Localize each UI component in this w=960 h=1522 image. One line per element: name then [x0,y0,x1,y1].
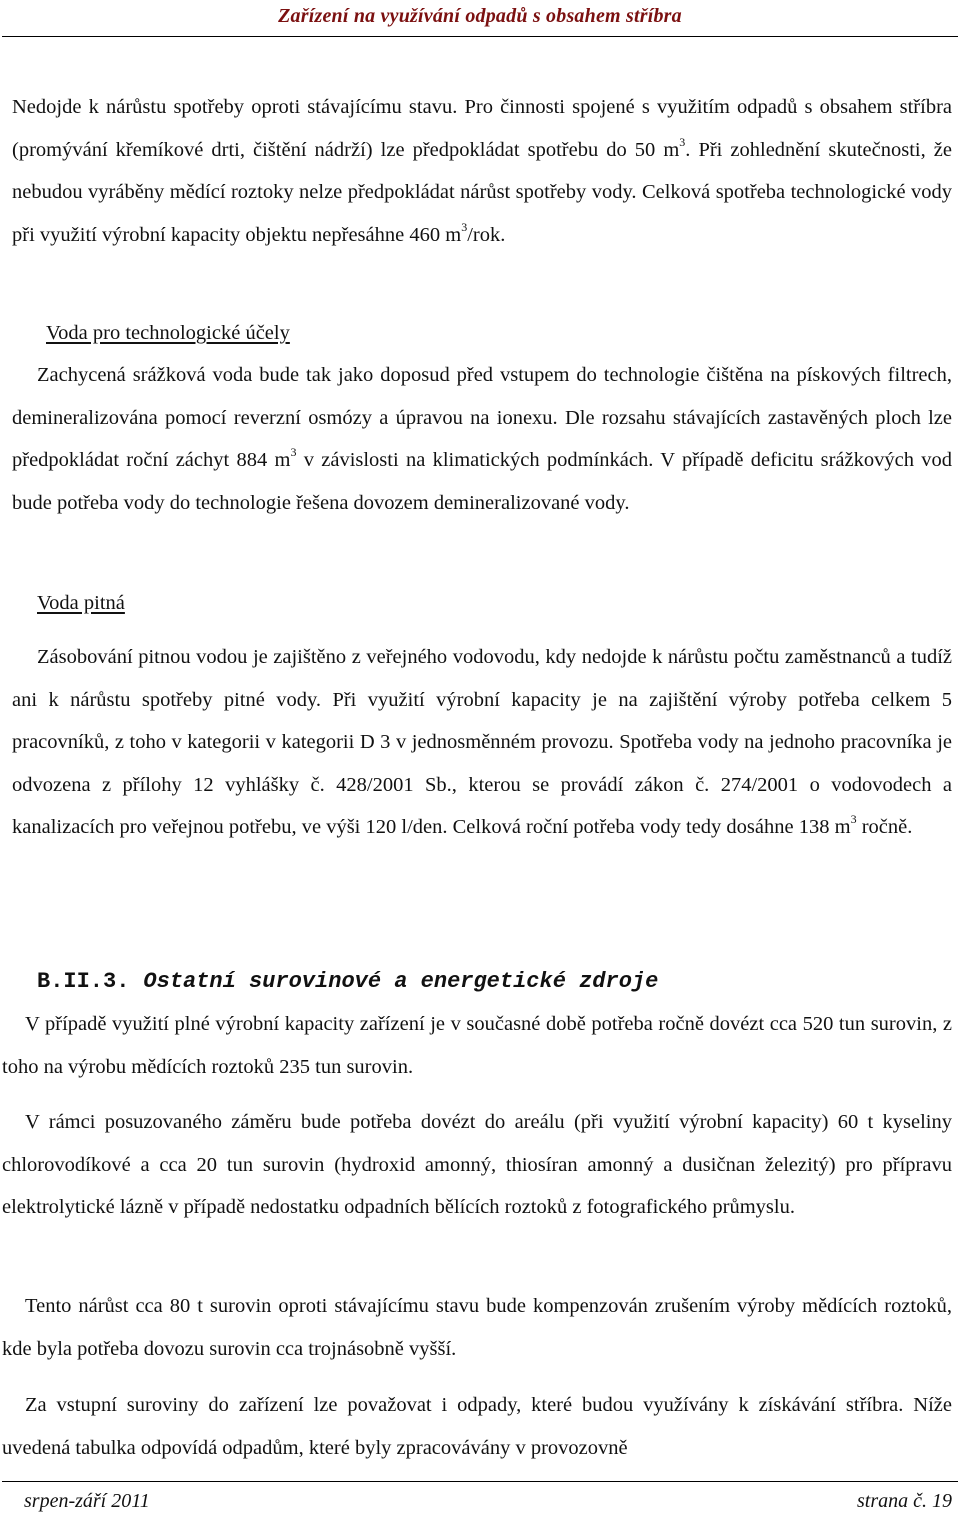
header-divider [2,36,958,37]
section-heading [37,964,658,1000]
footer-divider [2,1481,958,1482]
paragraph-raw-materials-capacity: V případě využití plné výrobní kapacity zařízení je v současné době potřeba ročně dovézt cca 520 tun surovin, z toho na výrobu mědících roztoků 235 tun surovin. [2,1013,952,1078]
superscript: 3 [679,134,686,149]
footer-date: srpen-září 2011 [24,1490,150,1512]
paragraph-water-consumption [12,86,952,256]
superscript: 3 [850,812,857,827]
page-header-title: Zařízení na využívání odpadů s obsahem stříbra [278,5,682,27]
paragraph-text: v závislosti na klimatických podmínkách. V případě deficitu srážkových vod bude potřeba vody do technologie řešena dovozem demineralizované vody. [12,449,952,514]
paragraph-raw-materials-compensation: Tento nárůst cca 80 t surovin oproti stávajícímu stavu bude kompenzován zrušením výroby mědících roztoků, kde byla potřeba dovozu surovin cca trojnásobně vyšší. [2,1295,952,1360]
subheading-technological-water: Voda pro technologické účely [46,322,290,344]
footer-page-number: strana č. 19 [857,1490,952,1512]
paragraph-input-materials: Za vstupní suroviny do zařízení lze považovat i odpady, které budou využívány k získávání stříbra. Níže uvedená tabulka odpovídá odpadům, které byly zpracovávány v provozovně [2,1394,952,1459]
paragraph-text: Nedojde k nárůstu spotřeby oproti stávajícímu stavu. Pro činnosti spojené s využitím odpadů s obsahem stříbra (promývání křemíkové drti, čištění nádrží) lze předpokládat spotřebu do 50 m [12,96,952,161]
paragraph-raw-materials-import: V rámci posuzovaného záměru bude potřeba dovézt do areálu (při využití výrobní kapacity) 60 t kyseliny chlorovodíkové a cca 20 tun surovin (hydroxid amonný, thiosíran amonný a dusičnan železitý) pro přípravu elektrolytické lázně v případě nedostatku odpadních bělících roztoků z fotografického průmyslu. [2,1111,952,1218]
paragraph-text: Zachycená srážková voda bude tak jako doposud před vstupem do technologie čištěna na pískových filtrech, demineralizována pomocí reverzní osmózy a úpravou na ionexu. Dle rozsahu stávajících zastavěných ploch lze předpokládat roční záchyt 884 m [12,364,952,471]
superscript: 3 [461,219,468,234]
paragraph-technological-water [12,354,952,524]
paragraph-text: ročně. [856,816,913,838]
superscript: 3 [290,445,297,460]
section-title: Ostatní surovinové a energetické zdroje [143,969,659,994]
paragraph-text: . Při zohlednění skutečnosti, že nebudou vyráběny mědící roztoky nelze předpokládat nárůst spotřeby vody. Celková spotřeba technologické vody při využití výrobní kapacity objektu nepřesáhne 460 m [12,138,952,246]
paragraph-text: /rok. [467,223,506,246]
section-number: B.II.3. [37,969,130,994]
paragraph-text: Zásobování pitnou vodou je zajištěno z veřejného vodovodu, kdy nedojde k nárůstu počtu zaměstnanců a tudíž ani k nárůstu spotřeby pitné vody. Při využití výrobní kapacity je na zajištění výroby potřeba celkem 5 pracovníků, z toho v kategorii v kategorii D 3 v jednosměnném provozu. Spotřeba vody na jednoho pracovníka je odvozena z přílohy 12 vyhlášky č. 428/2001 Sb., kterou se provádí zákon č. 274/2001 o vodovodech a kanalizacích pro veřejnou potřebu, ve výši 120 l/den. Celková roční potřeba vody tedy dosáhne 138 m [12,646,952,838]
subheading-drinking-water: Voda pitná [37,592,125,614]
paragraph-drinking-water [12,636,952,849]
